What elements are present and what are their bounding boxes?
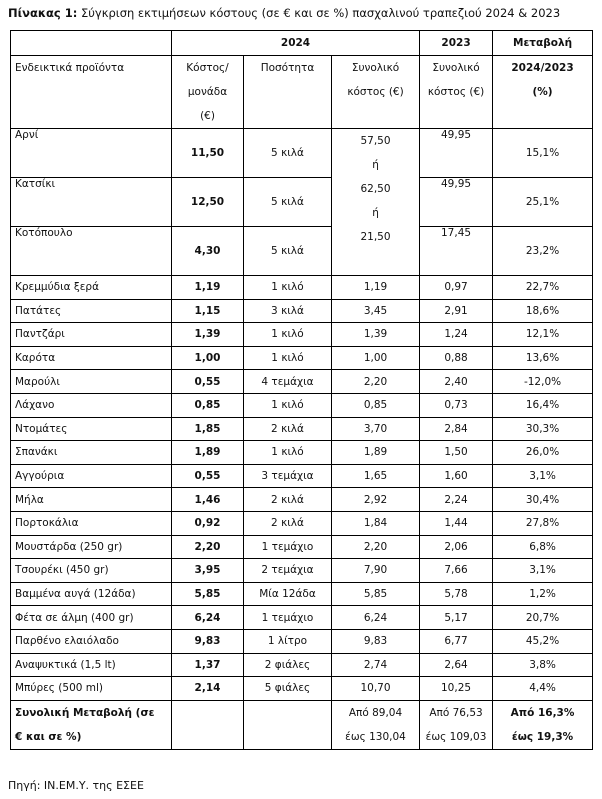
table-row [11,511,593,535]
table-row [11,677,593,701]
table-row [11,464,593,488]
total-qty-empty [244,700,332,749]
total-2023: 1,24 [420,323,493,347]
quantity: 1 κιλό [244,441,332,465]
total-2023-from: Από 76,53 [429,706,483,719]
table-row [11,488,593,512]
total-2024-from: Από 89,04 [348,706,403,719]
total-2023: 0,73 [420,393,493,417]
change-lamb: 15,1% [493,129,593,178]
total-2024: 7,90 [332,559,420,583]
change-pct: 12,1% [493,323,593,347]
unit-cost: 0,85 [172,393,244,417]
product-name: Αναψυκτικά (1,5 lt) [11,653,172,677]
product-rows [11,276,593,701]
total-label-line1: Συνολική Μεταβολή (σε [15,706,155,719]
header-unit-cost-line2: μονάδα [187,86,228,98]
product-name: Καρότα [11,346,172,370]
header-change-line3: (%) [532,86,553,98]
change-pct: 22,7% [493,276,593,300]
table-row [11,606,593,630]
total-2023: 5,78 [420,582,493,606]
unit-cost: 1,19 [172,276,244,300]
header-total-2023 [420,56,493,129]
caption-text: Σύγκριση εκτιμήσεων κόστους (σε € και σε %) πασχαλινού τραπεζιού 2024 & 2023 [77,6,561,20]
caption-label: Πίνακας 1: [8,6,78,20]
header-change-sub [493,56,593,129]
total-2023-chicken: 17,45 [420,227,493,276]
total-2024-goat: 62,50 [360,183,391,195]
header-2024: 2024 [172,31,420,56]
unit-cost: 9,83 [172,629,244,653]
product-name: Σπανάκι [11,441,172,465]
table-row [11,178,593,227]
total-2023: 0,97 [420,276,493,300]
total-2024: 10,70 [332,677,420,701]
table-row [11,227,593,276]
table-row [11,559,593,583]
product-name: Κρεμμύδια ξερά [11,276,172,300]
total-2023: 2,64 [420,653,493,677]
header-total-2024 [332,56,420,129]
product-name: Μπύρες (500 ml) [11,677,172,701]
header-unit-cost [172,56,244,129]
table-row [11,535,593,559]
unit-cost-goat: 12,50 [172,178,244,227]
header-total-2023-line2: κόστος (€) [427,86,485,98]
product-name: Πατάτες [11,299,172,323]
product-name: Βαμμένα αυγά (12άδα) [11,582,172,606]
total-2024: 1,39 [332,323,420,347]
change-pct: 26,0% [493,441,593,465]
change-pct: 3,8% [493,653,593,677]
change-pct: 27,8% [493,511,593,535]
change-pct: 6,8% [493,535,593,559]
header-years-row [11,31,593,56]
change-pct: 30,3% [493,417,593,441]
unit-cost: 0,55 [172,464,244,488]
table-row [11,299,593,323]
total-2023 [420,700,493,749]
quantity: 1 τεμάχιο [244,535,332,559]
quantity: 3 τεμάχια [244,464,332,488]
cost-comparison-table [10,30,593,750]
change-pct: 18,6% [493,299,593,323]
total-2024-lamb: 57,50 [360,135,391,147]
total-2023: 5,17 [420,606,493,630]
total-2023: 1,44 [420,511,493,535]
total-2024: 1,19 [332,276,420,300]
total-2024-chicken: 21,50 [360,231,391,243]
total-2024: 6,24 [332,606,420,630]
total-2024: 9,83 [332,629,420,653]
total-2024: 1,89 [332,441,420,465]
unit-cost: 1,89 [172,441,244,465]
total-2024 [332,700,420,749]
product-name: Παρθένο ελαιόλαδο [11,629,172,653]
change-pct: 3,1% [493,559,593,583]
change-goat: 25,1% [493,178,593,227]
unit-cost: 1,00 [172,346,244,370]
total-2023: 2,84 [420,417,493,441]
change-pct: -12,0% [493,370,593,394]
total-change-to: έως 19,3% [511,730,574,743]
total-2024: 2,20 [332,370,420,394]
quantity: 1 λίτρο [244,629,332,653]
header-total-2023-line1: Συνολικό [432,62,480,74]
product-name: Μουστάρδα (250 gr) [11,535,172,559]
change-pct: 1,2% [493,582,593,606]
product-name: Τσουρέκι (450 gr) [11,559,172,583]
total-2023: 1,50 [420,441,493,465]
unit-cost-chicken: 4,30 [172,227,244,276]
total-2024: 1,84 [332,511,420,535]
product-name: Πορτοκάλια [11,511,172,535]
total-2023-goat: 49,95 [420,178,493,227]
total-2024-to: έως 130,04 [345,730,406,743]
table-row [11,629,593,653]
total-2023: 6,77 [420,629,493,653]
table-row [11,346,593,370]
qty-chicken: 5 κιλά [244,227,332,276]
qty-lamb: 5 κιλά [244,129,332,178]
header-change [493,31,593,56]
quantity: Μία 12άδα [244,582,332,606]
header-columns-row [11,56,593,129]
unit-cost: 3,95 [172,559,244,583]
change-pct: 13,6% [493,346,593,370]
unit-cost: 0,55 [172,370,244,394]
total-change-from: Από 16,3% [510,706,575,719]
header-2023: 2023 [420,31,493,56]
total-2023: 10,25 [420,677,493,701]
product-name: Παντζάρι [11,323,172,347]
product-goat: Κατσίκι [11,178,172,227]
total-2024: 5,85 [332,582,420,606]
total-label-line2: € και σε %) [15,730,82,743]
change-pct: 45,2% [493,629,593,653]
product-lamb: Αρνί [11,129,172,178]
total-2023-lamb: 49,95 [420,129,493,178]
product-name: Φέτα σε άλμη (400 gr) [11,606,172,630]
table-row [11,417,593,441]
total-change [493,700,593,749]
table-row [11,582,593,606]
table-row [11,441,593,465]
unit-cost: 2,20 [172,535,244,559]
table-row [11,653,593,677]
quantity: 2 τεμάχια [244,559,332,583]
total-row [11,700,593,749]
quantity: 2 κιλά [244,417,332,441]
unit-cost: 1,85 [172,417,244,441]
quantity: 1 κιλό [244,393,332,417]
total-2024: 1,65 [332,464,420,488]
total-2023: 2,40 [420,370,493,394]
unit-cost: 6,24 [172,606,244,630]
total-2024: 3,45 [332,299,420,323]
header-total-2024-line2: κόστος (€) [347,86,404,98]
total-2024: 1,00 [332,346,420,370]
total-2023: 7,66 [420,559,493,583]
total-2023: 2,06 [420,535,493,559]
quantity: 1 κιλό [244,323,332,347]
qty-goat: 5 κιλά [244,178,332,227]
table-row [11,323,593,347]
total-2023: 0,88 [420,346,493,370]
total-2023: 2,91 [420,299,493,323]
total-2024: 2,92 [332,488,420,512]
quantity: 2 φιάλες [244,653,332,677]
quantity: 2 κιλά [244,511,332,535]
or-separator-1: ή [372,159,379,171]
table-row [11,276,593,300]
unit-cost: 1,46 [172,488,244,512]
change-chicken: 23,2% [493,227,593,276]
total-2024-meat [332,129,420,276]
product-name: Λάχανο [11,393,172,417]
change-pct: 4,4% [493,677,593,701]
source-note: Πηγή: ΙΝ.ΕΜ.Υ. της ΕΣΕΕ [8,779,144,792]
table-row [11,370,593,394]
header-change-line2: 2024/2023 [511,62,574,74]
header-change-line1: Μεταβολή [513,37,573,49]
quantity: 1 κιλό [244,346,332,370]
header-total-2024-line1: Συνολικό [351,62,400,74]
unit-cost-lamb: 11,50 [172,129,244,178]
total-2024: 3,70 [332,417,420,441]
unit-cost: 1,37 [172,653,244,677]
unit-cost: 2,14 [172,677,244,701]
header-unit-cost-line3: (€) [200,110,215,122]
quantity: 1 τεμάχιο [244,606,332,630]
or-separator-2: ή [372,207,379,219]
total-2024: 2,20 [332,535,420,559]
change-pct: 30,4% [493,488,593,512]
product-name: Αγγούρια [11,464,172,488]
unit-cost: 5,85 [172,582,244,606]
quantity: 4 τεμάχια [244,370,332,394]
table-row [11,129,593,178]
quantity: 5 φιάλες [244,677,332,701]
unit-cost: 1,15 [172,299,244,323]
header-quantity: Ποσότητα [244,56,332,129]
quantity: 3 κιλά [244,299,332,323]
total-2024: 0,85 [332,393,420,417]
product-chicken: Κοτόπουλο [11,227,172,276]
quantity: 2 κιλά [244,488,332,512]
table-caption [8,6,560,20]
total-2024: 2,74 [332,653,420,677]
total-label [11,700,172,749]
unit-cost: 1,39 [172,323,244,347]
table-row [11,393,593,417]
header-unit-cost-line1: Κόστος/ [186,62,229,74]
total-2023: 1,60 [420,464,493,488]
product-name: Μαρούλι [11,370,172,394]
unit-cost: 0,92 [172,511,244,535]
header-product: Ενδεικτικά προϊόντα [11,56,172,129]
total-unit-empty [172,700,244,749]
product-name: Μήλα [11,488,172,512]
product-name: Ντομάτες [11,417,172,441]
total-2023: 2,24 [420,488,493,512]
change-pct: 3,1% [493,464,593,488]
change-pct: 20,7% [493,606,593,630]
quantity: 1 κιλό [244,276,332,300]
header-empty-cell [11,31,172,56]
total-2023-to: έως 109,03 [425,730,487,743]
change-pct: 16,4% [493,393,593,417]
